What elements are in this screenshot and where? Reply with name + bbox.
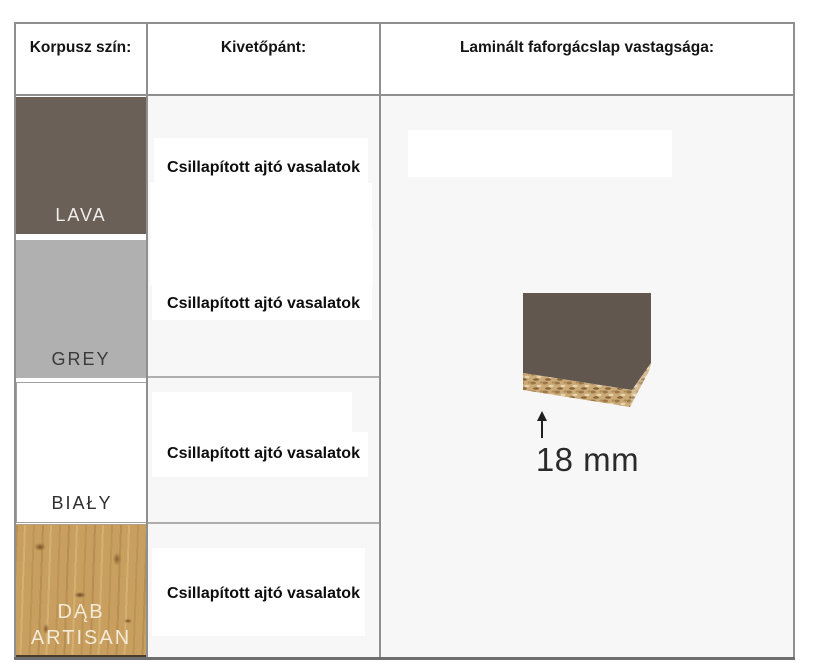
swatch-label-bialy: BIAŁY bbox=[51, 493, 113, 513]
header-kivetopant: Kivetőpánt: bbox=[220, 39, 307, 56]
hinge-text-bialy: Csillapított ajtó vasalatok bbox=[167, 445, 360, 462]
column-divider-1 bbox=[146, 22, 148, 659]
hinge-text-lava: Csillapított ajtó vasalatok bbox=[167, 159, 360, 176]
header-korpusz-szin: Korpusz szín: bbox=[29, 39, 132, 56]
erasure-patch bbox=[408, 130, 672, 177]
table-border-right bbox=[793, 22, 795, 659]
swatch-dab-artisan bbox=[16, 524, 146, 658]
erasure-patch bbox=[300, 556, 345, 574]
column-divider-2 bbox=[379, 22, 381, 659]
swatch-bialy bbox=[16, 382, 148, 523]
hinge-row-separator-1 bbox=[148, 376, 379, 378]
erasure-patch bbox=[296, 392, 346, 414]
erasure-patch bbox=[150, 230, 373, 285]
thickness-value: 18 mm bbox=[535, 441, 640, 478]
swatch-label-dab-artisan: DĄB ARTISAN bbox=[30, 601, 132, 649]
hinge-text-dab: Csillapított ajtó vasalatok bbox=[167, 585, 360, 602]
table-border-top bbox=[14, 22, 795, 24]
arrow-up-icon bbox=[534, 411, 550, 439]
table-border-bottom bbox=[14, 657, 795, 660]
swatch-lava bbox=[16, 97, 146, 234]
header-vastagsag: Laminált faforgácslap vastagsága: bbox=[459, 39, 715, 56]
swatch-grey bbox=[16, 240, 146, 378]
table-border-left bbox=[14, 22, 16, 659]
chipboard-panel-image bbox=[519, 291, 654, 411]
panel-laminate-face bbox=[523, 293, 651, 390]
hinge-row-separator-2 bbox=[148, 522, 379, 524]
header-bottom-border bbox=[14, 94, 795, 96]
swatch-label-grey: GREY bbox=[51, 349, 111, 369]
hinge-text-grey: Csillapított ajtó vasalatok bbox=[167, 295, 360, 312]
swatch-label-lava: LAVA bbox=[55, 205, 107, 225]
